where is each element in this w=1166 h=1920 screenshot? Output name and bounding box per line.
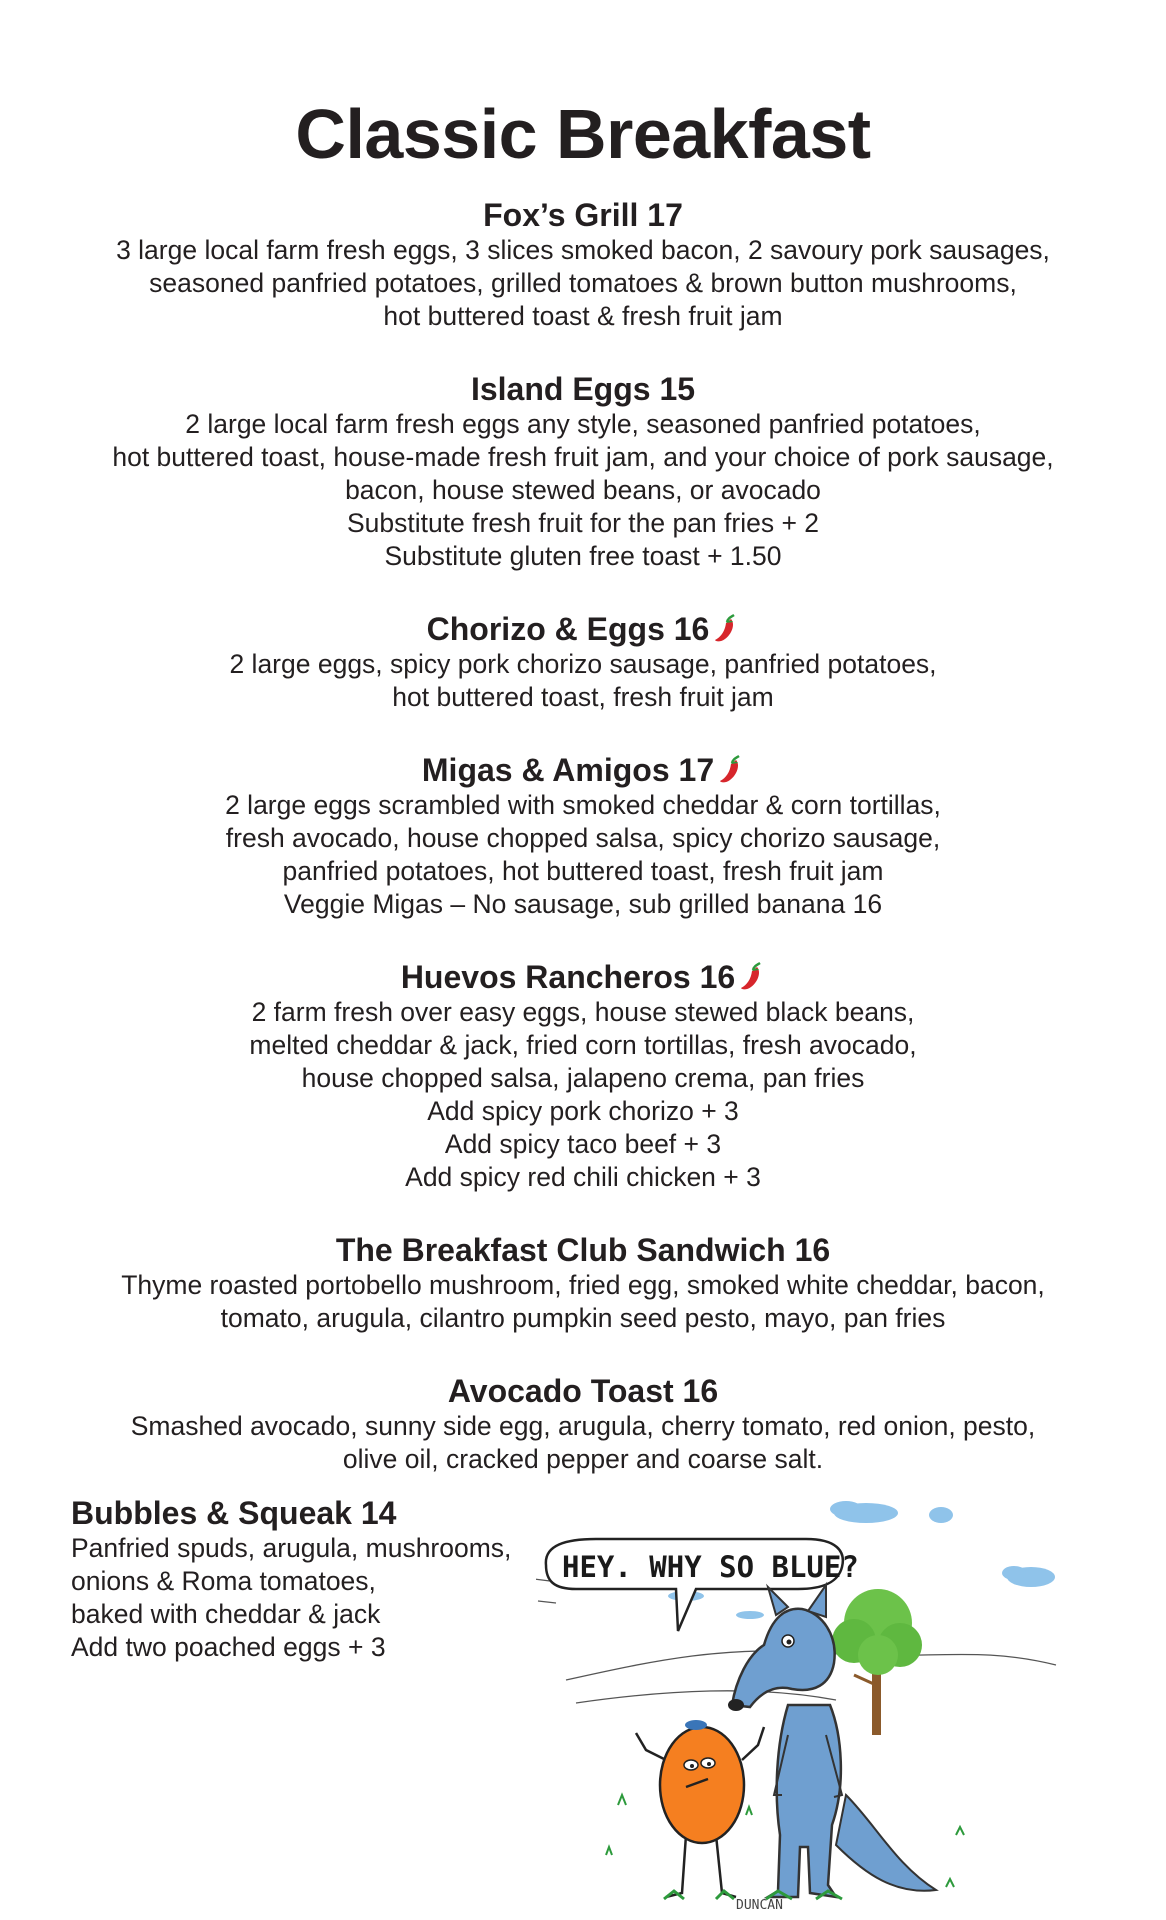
menu-item-description-line: Panfried spuds, arugula, mushrooms,	[71, 1533, 512, 1563]
cartoon-illustration	[536, 1495, 1096, 1910]
menu-item-description-line: baked with cheddar & jack	[71, 1599, 381, 1629]
menu-item-name: Bubbles & Squeak 14	[71, 1495, 397, 1531]
menu-item-title	[0, 751, 1166, 789]
menu-item-description-line: Thyme roasted portobello mushroom, fried egg, smoked white cheddar, bacon,	[121, 1270, 1045, 1300]
menu-item-description-line: fresh avocado, house chopped salsa, spicy chorizo sausage,	[225, 823, 941, 853]
menu-list	[0, 196, 1166, 1513]
menu-item-description-line: hot buttered toast, house-made fresh fruit jam, and your choice of pork sausage,	[112, 442, 1054, 472]
page-title: Classic Breakfast	[295, 95, 871, 173]
menu-item-name: Migas & Amigos 17	[421, 752, 715, 788]
menu-item-description-line: 2 large eggs, spicy pork chorizo sausage, panfried potatoes,	[229, 649, 937, 679]
menu-item-name: Island Eggs 15	[470, 371, 696, 407]
menu-item	[0, 1372, 1166, 1476]
menu-item	[0, 196, 1166, 333]
chili-pepper-icon	[713, 613, 739, 643]
menu-item-description-line: Add two poached eggs + 3	[71, 1632, 386, 1662]
menu-item-description-line: olive oil, cracked pepper and coarse salt.	[342, 1444, 824, 1474]
menu-item-description-line: melted cheddar & jack, fried corn tortillas, fresh avocado,	[249, 1030, 917, 1060]
menu-item-title	[0, 370, 1166, 408]
menu-item-description-line: Add spicy pork chorizo + 3	[427, 1096, 739, 1126]
menu-item-description-line: Add spicy taco beef + 3	[444, 1129, 722, 1159]
menu-item-description-line: bacon, house stewed beans, or avocado	[345, 475, 821, 505]
menu-item-description-line: 2 large local farm fresh eggs any style, seasoned panfried potatoes,	[185, 409, 981, 439]
menu-item	[0, 610, 1166, 714]
menu-item-description-line: onions & Roma tomatoes,	[71, 1566, 376, 1596]
menu-item-title	[0, 1372, 1166, 1410]
menu-item-name: Huevos Rancheros 16	[400, 959, 736, 995]
menu-item-description-line: 2 large eggs scrambled with smoked cheddar & corn tortillas,	[225, 790, 941, 820]
menu-item-title	[0, 196, 1166, 234]
menu-item-name: The Breakfast Club Sandwich 16	[335, 1232, 831, 1268]
menu-item	[0, 370, 1166, 573]
menu-item-title	[0, 958, 1166, 996]
tree-icon	[832, 1589, 922, 1735]
menu-item-description-line: hot buttered toast & fresh fruit jam	[383, 301, 783, 331]
menu-item-name: Fox’s Grill 17	[483, 197, 683, 233]
menu-item-description-line: tomato, arugula, cilantro pumpkin seed pesto, mayo, pan fries	[220, 1303, 946, 1333]
egg-character	[636, 1720, 764, 1899]
menu-item-description-line: seasoned panfried potatoes, grilled tomatoes & brown button mushrooms,	[149, 268, 1017, 298]
menu-item-name: Chorizo & Eggs 16	[426, 611, 710, 647]
chili-pepper-icon	[718, 754, 744, 784]
menu-item-description-line: Smashed avocado, sunny side egg, arugula, cherry tomato, red onion, pesto,	[130, 1411, 1036, 1441]
menu-item-description-line: panfried potatoes, hot buttered toast, fresh fruit jam	[282, 856, 884, 886]
menu-item-description-line: 2 farm fresh over easy eggs, house stewed black beans,	[251, 997, 915, 1027]
menu-item-description-line: Add spicy red chili chicken + 3	[405, 1162, 761, 1192]
chili-pepper-icon	[739, 961, 765, 991]
menu-item-description-line: Substitute fresh fruit for the pan fries + 2	[346, 508, 820, 538]
menu-item-description-line: Veggie Migas – No sausage, sub grilled banana 16	[283, 889, 883, 919]
menu-item-name: Avocado Toast 16	[447, 1373, 719, 1409]
menu-item	[0, 958, 1166, 1194]
menu-item	[0, 751, 1166, 921]
menu-item-bubbles-squeak	[71, 1494, 551, 1664]
speech-bubble-text: HEY. WHY SO BLUE?	[562, 1550, 859, 1584]
menu-item	[0, 1231, 1166, 1335]
menu-item-title	[0, 610, 1166, 648]
artist-signature: DUNCAN	[736, 1898, 783, 1910]
menu-item-description-line: Substitute gluten free toast + 1.50	[384, 541, 782, 571]
menu-item-title	[0, 1231, 1166, 1269]
menu-item-description-line: hot buttered toast, fresh fruit jam	[392, 682, 774, 712]
menu-item-description-line: 3 large local farm fresh eggs, 3 slices smoked bacon, 2 savoury pork sausages,	[116, 235, 1050, 265]
menu-item-description-line: house chopped salsa, jalapeno crema, pan fries	[301, 1063, 865, 1093]
